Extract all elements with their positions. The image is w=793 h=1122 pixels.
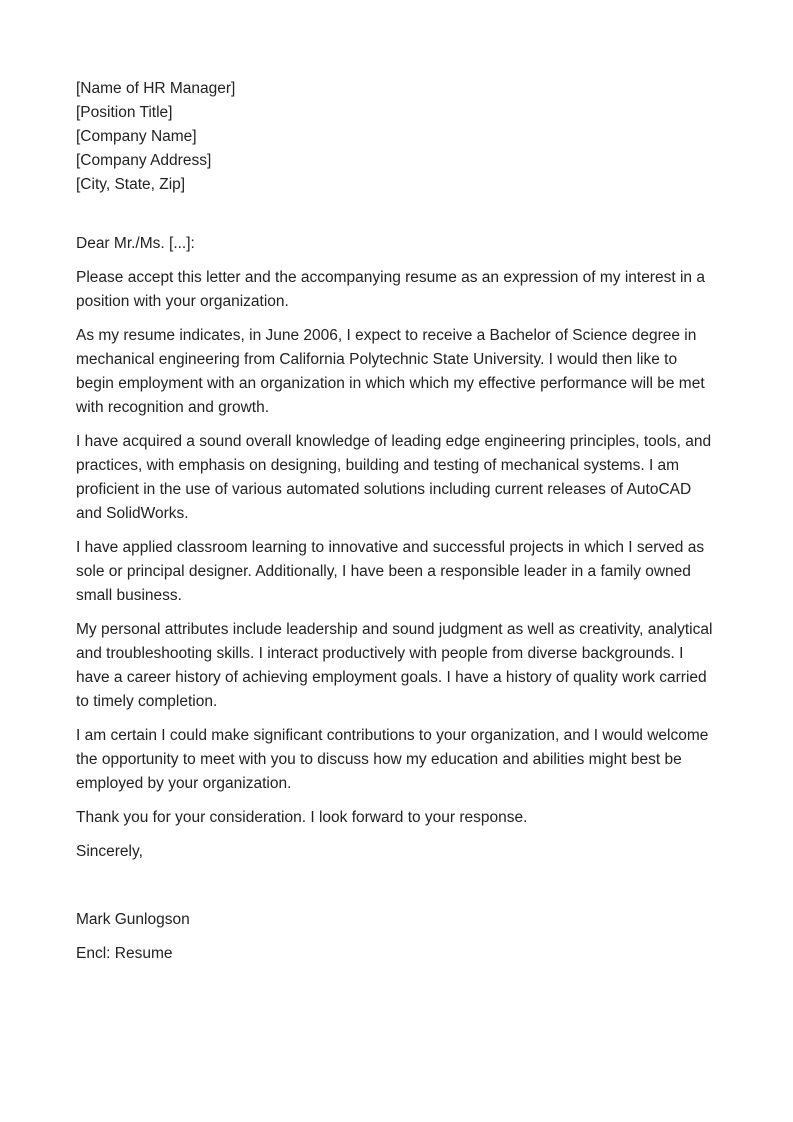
body-paragraph-thanks: Thank you for your consideration. I look forward to your response. bbox=[76, 809, 528, 826]
recipient-position-title: [Position Title] bbox=[76, 104, 173, 121]
signer-name: Mark Gunlogson bbox=[76, 911, 190, 928]
signature-space bbox=[76, 864, 716, 898]
salutation: Dear Mr./Ms. [...]: bbox=[76, 235, 195, 252]
recipient-company-name: [Company Name] bbox=[76, 128, 197, 145]
body-paragraph-attributes: My personal attributes include leadership and sound judgment as well as creativity, analytical and troubleshooting skills. I interact productively with people from diverse backgrounds. I have a career history of achieving employment goals. I have a history of quality work carried to timely completion. bbox=[76, 621, 713, 710]
body-paragraph-projects: I have applied classroom learning to innovative and successful projects in which I served as sole or principal designer. Additionally, I have been a responsible leader in a family owned small business. bbox=[76, 539, 705, 604]
recipient-name: [Name of HR Manager] bbox=[76, 80, 236, 97]
body-paragraph-intro: Please accept this letter and the accompanying resume as an expression of my interest in a position with your organization. bbox=[76, 269, 705, 310]
recipient-city-state-zip: [City, State, Zip] bbox=[76, 176, 186, 193]
body-paragraph-contributions: I am certain I could make significant contributions to your organization, and I would welcome the opportunity to meet with you to discuss how my education and abilities might best be employed by your organization. bbox=[76, 727, 709, 792]
body-paragraph-education: As my resume indicates, in June 2006, I expect to receive a Bachelor of Science degree in mechanical engineering from California Polytechnic State University. I would then like to begin employment with an organization in which which my effective performance will be met with recognition and growth. bbox=[76, 327, 705, 416]
recipient-address-block bbox=[76, 77, 716, 197]
recipient-company-address: [Company Address] bbox=[76, 152, 212, 169]
letter-page bbox=[76, 77, 716, 966]
body-paragraph-skills: I have acquired a sound overall knowledge of leading edge engineering principles, tools, and practices, with emphasis on designing, building and testing of mechanical systems. I am proficient in the use of various automated solutions including current releases of AutoCAD and SolidWorks. bbox=[76, 433, 712, 522]
closing: Sincerely, bbox=[76, 843, 143, 860]
enclosure-note: Encl: Resume bbox=[76, 945, 173, 962]
